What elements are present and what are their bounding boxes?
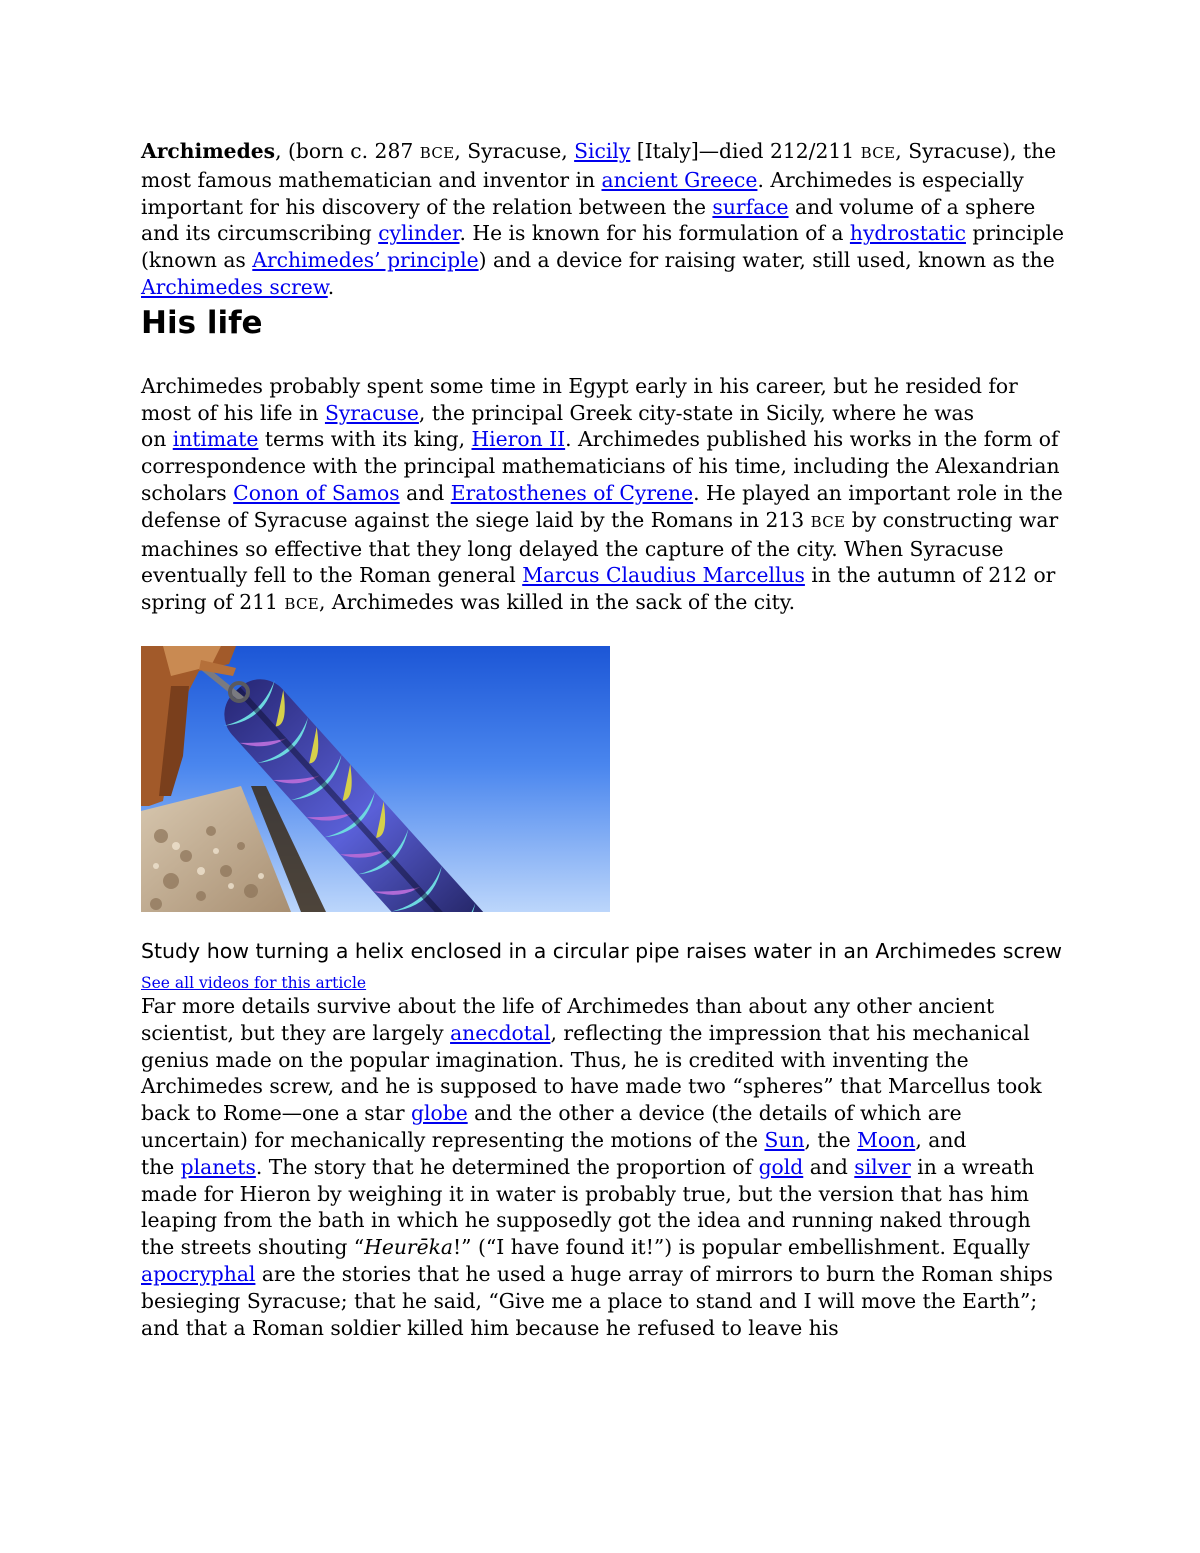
life-text: Archimedes probably spent some time in Egypt early in his career, but he resided for most of his life in (141, 373, 1018, 425)
intro-text: principle (known as (141, 221, 1064, 273)
life-text: . He played an important role in the defense of Syracuse against the siege laid by the Romans in 213 (141, 480, 1063, 532)
intro-paragraph (141, 138, 1066, 301)
archimedes-screw-illustration (141, 646, 610, 912)
intro-text: , (born c. 287 (275, 139, 420, 163)
link-apocryphal[interactable]: apocryphal (141, 1261, 256, 1286)
see-all-videos-link[interactable]: See all videos for this article (141, 973, 367, 992)
link-archimedes-principle[interactable]: Archimedes’ principle (252, 248, 479, 273)
link-syracuse[interactable]: Syracuse (324, 400, 419, 425)
era-label: BCE (860, 144, 896, 162)
link-anecdotal[interactable]: anecdotal (450, 1020, 551, 1045)
life-paragraph (141, 373, 1066, 618)
link-globe[interactable]: globe (411, 1101, 468, 1126)
link-sicily[interactable]: Sicily (574, 139, 631, 163)
life-text: , the principal Greek city-state in Sicily, where he was on (141, 400, 975, 452)
details-text: . The story that he determined the proportion of (255, 1154, 759, 1179)
intro-text: ) and a device for raising water, still used, known as the (478, 248, 1055, 273)
link-planets[interactable]: planets (180, 1154, 256, 1179)
life-text: in the autumn of 212 or spring of 211 (141, 563, 1056, 615)
link-moon[interactable]: Moon (857, 1127, 916, 1152)
details-text: Far more details survive about the life of Archimedes than about any other ancient scientist, but they are largely (141, 993, 995, 1045)
life-text: terms with its king, (258, 427, 472, 452)
section-heading: His life (141, 304, 263, 341)
details-text: , and the (141, 1127, 967, 1179)
life-text: , Archimedes was killed in the sack of the city. (319, 590, 796, 615)
intro-text: [Italy]—died 212/211 (630, 139, 861, 163)
details-text: , reflecting the impression that his mechanical genius made on the popular imagination. Thus, he is credited with inventing the Archimedes screw, and he is supposed to have made two “spheres” that Marcellus took back to Rome—one a star (141, 1020, 1042, 1126)
life-text: by constructing war machines so effective that they long delayed the capture of the city. When Syracuse eventually fell to the Roman general (141, 507, 1059, 588)
intro-text: , Syracuse, (454, 139, 575, 163)
life-text: . Archimedes published his works in the form of correspondence with the principal mathematicians of his time, including the Alexandrian scholars (141, 427, 1060, 505)
era-label: BCE (284, 595, 320, 614)
intro-text: and volume of a sphere and its circumscribing (141, 194, 1036, 246)
link-ancient-greece[interactable]: ancient Greece (601, 167, 758, 192)
details-paragraph (141, 993, 1066, 1341)
link-hieron-ii[interactable]: Hieron II (471, 427, 566, 452)
link-cylinder[interactable]: cylinder (378, 221, 460, 246)
heureka-word: Heurēka (364, 1235, 454, 1260)
intro-text: . He is known for his formulation of a (459, 221, 850, 246)
details-text: are the stories that he used a huge array of mirrors to burn the Roman ships besieging Syracuse; that he said, “Give me a place to stand and I will move the Earth”; and that a Roman soldier killed him because he refused to leave his (141, 1261, 1053, 1340)
link-surface[interactable]: surface (712, 194, 789, 219)
link-sun[interactable]: Sun (764, 1127, 805, 1152)
link-intimate[interactable]: intimate (172, 427, 259, 452)
link-conon-of-samos[interactable]: Conon of Samos (233, 480, 400, 505)
intro-text: . (327, 274, 335, 299)
era-label: BCE (419, 144, 455, 162)
document-page (141, 138, 1066, 1341)
link-hydrostatic[interactable]: hydrostatic (849, 221, 966, 246)
details-text: !” (“I have found it!”) is popular embellishment. Equally (453, 1235, 1030, 1260)
intro-text: , Syracuse), the most famous mathematician and inventor in (141, 139, 1057, 192)
life-text: and (399, 480, 451, 505)
details-text: , the (804, 1127, 858, 1152)
link-eratosthenes[interactable]: Eratosthenes of Cyrene (450, 480, 694, 505)
archimedes-screw-video-image[interactable] (141, 646, 610, 912)
link-marcus-claudius-marcellus[interactable]: Marcus Claudius Marcellus (522, 563, 805, 588)
link-gold[interactable]: gold (758, 1154, 804, 1179)
figure-caption: Study how turning a helix enclosed in a circular pipe raises water in an Archimedes screw (141, 938, 1063, 963)
era-label: BCE (810, 512, 846, 531)
link-archimedes-screw[interactable]: Archimedes screw (141, 274, 328, 299)
details-text: in a wreath made for Hieron by weighing it in water is probably true, but the version that has him leaping from the bath in which he supposedly got the idea and running naked through the streets shouting “ (141, 1154, 1035, 1260)
article-subject-name: Archimedes (141, 139, 276, 163)
details-text: and (803, 1154, 855, 1179)
intro-text: . Archimedes is especially important for his discovery of the relation between the (141, 167, 1024, 219)
link-silver[interactable]: silver (854, 1154, 911, 1179)
details-text: and the other a device (the details of which are uncertain) for mechanically representing the motions of the (141, 1101, 962, 1152)
